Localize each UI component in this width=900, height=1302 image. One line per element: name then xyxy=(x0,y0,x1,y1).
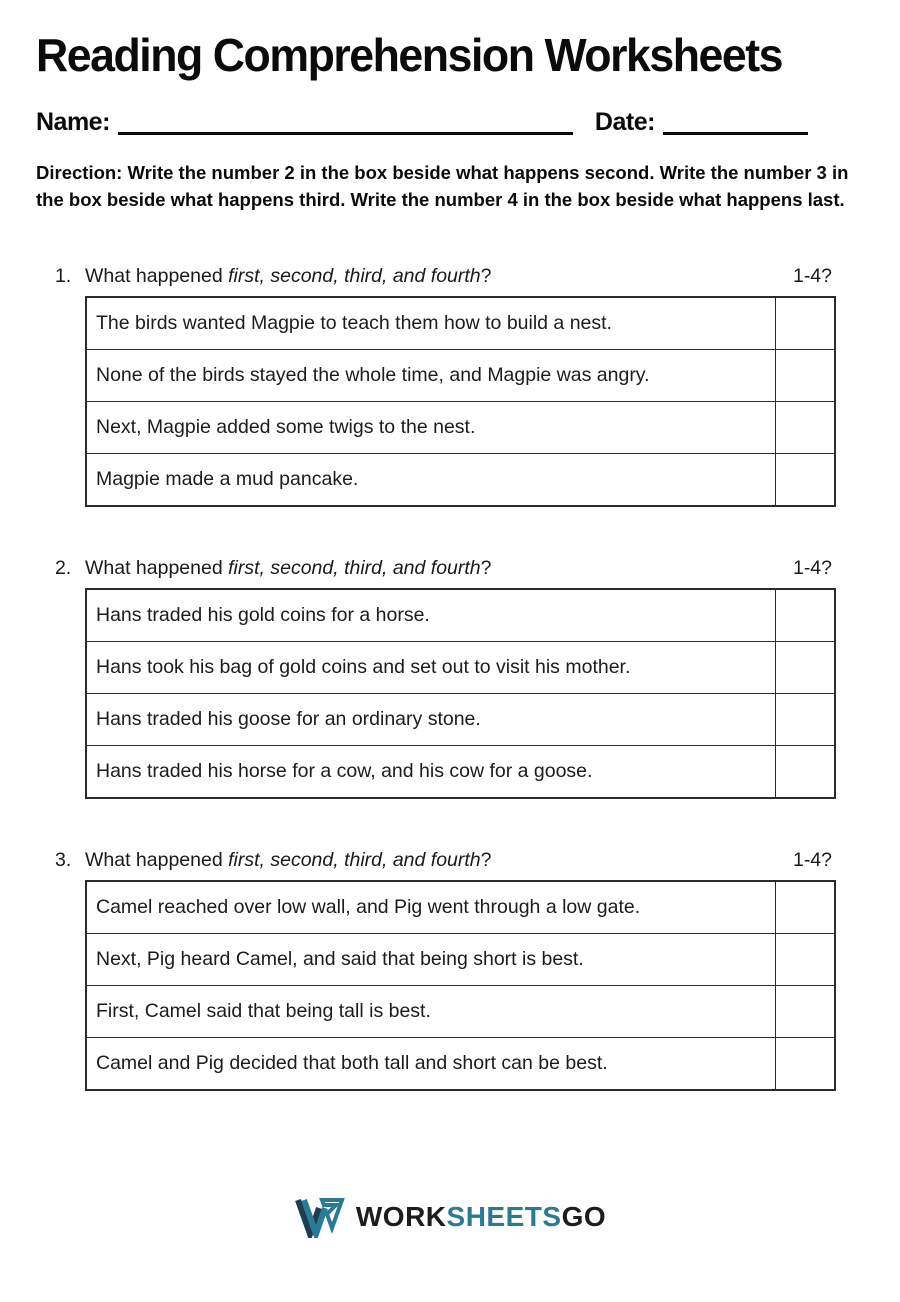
question-3-range-label: 1-4? xyxy=(792,849,832,871)
question-3-table xyxy=(85,880,836,1091)
event-text: Camel reached over low wall, and Pig went through a low gate. xyxy=(87,882,776,933)
question-1-number: 1. xyxy=(55,265,72,287)
event-text: Hans took his bag of gold coins and set out to visit his mother. xyxy=(87,642,776,693)
question-2-prompt-italic: first, second, third, and fourth xyxy=(228,557,481,579)
table-row xyxy=(87,882,834,933)
table-row xyxy=(87,590,834,641)
table-row xyxy=(87,985,834,1037)
table-row xyxy=(87,933,834,985)
question-2-prompt-plain: What happened xyxy=(85,557,229,579)
question-3-prompt-suffix: ? xyxy=(480,849,492,871)
page-title: Reading Comprehension Worksheets xyxy=(36,29,783,81)
table-row xyxy=(87,641,834,693)
table-row xyxy=(87,745,834,797)
logo-work-text: WORK xyxy=(355,1201,447,1232)
question-3-prompt-plain: What happened xyxy=(85,849,229,871)
question-2-number: 2. xyxy=(55,557,72,579)
table-row xyxy=(87,298,834,349)
event-text: Hans traded his goose for an ordinary stone. xyxy=(87,694,776,745)
question-2-table xyxy=(85,588,836,799)
worksheetsgo-w-icon xyxy=(294,1196,346,1238)
question-2-prompt xyxy=(85,557,793,580)
answer-box[interactable] xyxy=(776,986,834,1037)
question-1-header xyxy=(55,265,836,288)
event-text: Next, Pig heard Camel, and said that being short is best. xyxy=(87,934,776,985)
question-3-number: 3. xyxy=(55,849,72,871)
question-2-prompt-suffix: ? xyxy=(480,557,492,579)
date-label: Date: xyxy=(594,108,655,136)
question-3-header xyxy=(55,849,836,872)
event-text: Camel and Pig decided that both tall and short can be best. xyxy=(87,1038,776,1089)
worksheet-page xyxy=(0,28,900,1302)
question-3-prompt xyxy=(85,849,793,872)
question-1-prompt xyxy=(85,265,793,288)
event-text: Next, Magpie added some twigs to the nest. xyxy=(87,402,776,453)
table-row xyxy=(87,453,834,505)
event-text: Magpie made a mud pancake. xyxy=(87,454,776,505)
question-1 xyxy=(55,265,836,507)
logo-wordmark xyxy=(356,1201,606,1233)
logo-go-text: GO xyxy=(561,1201,607,1232)
name-label: Name: xyxy=(36,108,110,136)
name-date-row xyxy=(36,108,862,137)
answer-box[interactable] xyxy=(776,882,834,933)
answer-box[interactable] xyxy=(776,590,834,641)
name-line[interactable] xyxy=(118,109,573,135)
question-2-range-label: 1-4? xyxy=(792,557,832,579)
question-1-prompt-suffix: ? xyxy=(480,265,492,287)
answer-box[interactable] xyxy=(776,642,834,693)
answer-box[interactable] xyxy=(776,746,834,797)
answer-box[interactable] xyxy=(776,402,834,453)
event-text: The birds wanted Magpie to teach them how to build a nest. xyxy=(87,298,776,349)
answer-box[interactable] xyxy=(776,298,834,349)
event-text: Hans traded his horse for a cow, and his cow for a goose. xyxy=(87,746,776,797)
answer-box[interactable] xyxy=(776,1038,834,1089)
answer-box[interactable] xyxy=(776,934,834,985)
event-text: First, Camel said that being tall is best. xyxy=(87,986,776,1037)
question-1-prompt-italic: first, second, third, and fourth xyxy=(228,265,481,287)
answer-box[interactable] xyxy=(776,694,834,745)
question-1-prompt-plain: What happened xyxy=(85,265,229,287)
event-text: None of the birds stayed the whole time, and Magpie was angry. xyxy=(87,350,776,401)
event-text: Hans traded his gold coins for a horse. xyxy=(87,590,776,641)
answer-box[interactable] xyxy=(776,350,834,401)
question-2 xyxy=(55,557,836,799)
table-row xyxy=(87,349,834,401)
logo-sheets-text: SHEETS xyxy=(446,1201,562,1232)
date-line[interactable] xyxy=(663,109,808,135)
question-1-range-label: 1-4? xyxy=(792,265,832,287)
question-2-header xyxy=(55,557,836,580)
answer-box[interactable] xyxy=(776,454,834,505)
question-3 xyxy=(55,849,836,1091)
direction-text: Direction: Write the number 2 in the box beside what happens second. Write the number 3 in the box beside what happens third. Write the number 4 in the box beside what happens last. xyxy=(36,162,849,210)
question-3-prompt-italic: first, second, third, and fourth xyxy=(228,849,481,871)
footer-logo xyxy=(0,1196,900,1238)
table-row xyxy=(87,693,834,745)
table-row xyxy=(87,401,834,453)
question-1-table xyxy=(85,296,836,507)
table-row xyxy=(87,1037,834,1089)
